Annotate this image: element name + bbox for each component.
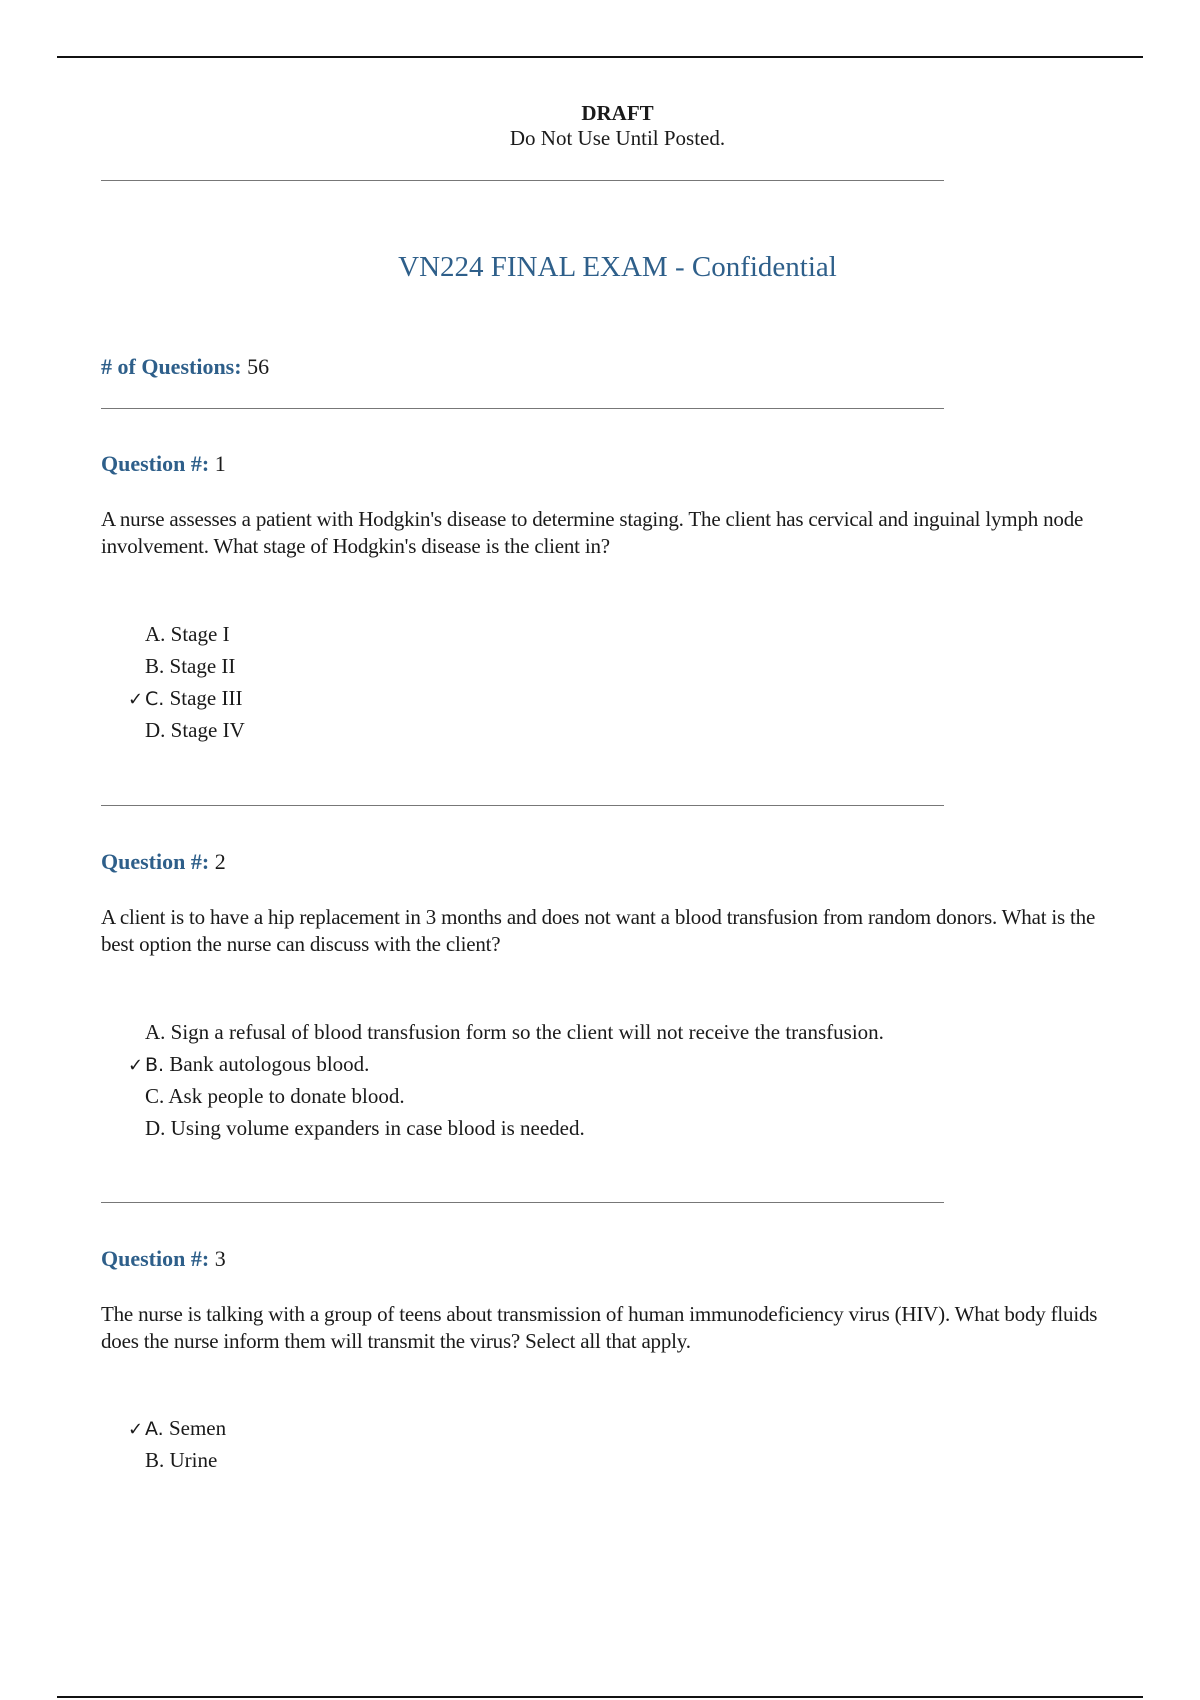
question-heading: [101, 1246, 226, 1272]
answer-option: [128, 1018, 884, 1050]
exam-title: VN224 FINAL EXAM - Confidential: [398, 251, 837, 283]
option-letter: D.: [145, 1116, 166, 1140]
question-text: A client is to have a hip replacement in 3 months and does not want a blood transfusion from random donors. What is the best option the nurse can discuss with the client?: [101, 905, 1096, 956]
option-text: Stage I: [170, 622, 230, 646]
option-letter: B.: [145, 654, 165, 678]
option-letter: B.: [145, 1054, 165, 1076]
option-letter: C.: [145, 688, 165, 710]
answer-option: [128, 1082, 884, 1114]
top-rule: [57, 56, 1143, 58]
answer-option: [128, 716, 245, 748]
option-letter: C.: [145, 1084, 165, 1108]
correct-check-icon: ✓: [128, 689, 144, 710]
question-heading: [101, 451, 226, 477]
option-letter: A.: [145, 622, 166, 646]
draft-heading: DRAFT: [581, 101, 654, 125]
answer-option-correct: [128, 684, 245, 716]
option-letter: A.: [145, 1418, 164, 1440]
question-text: The nurse is talking with a group of teens about transmission of human immunodeficiency virus (HIV). What body fluids does the nurse inform them will transmit the virus? Select all that apply.: [101, 1302, 1098, 1353]
answer-option: [128, 620, 245, 652]
option-text: Stage IV: [170, 718, 245, 742]
question-heading: [101, 849, 226, 875]
draft-subtitle: Do Not Use Until Posted.: [509, 126, 726, 150]
option-letter: A.: [145, 1020, 166, 1044]
question-label: Question #:: [101, 1246, 210, 1271]
option-letter: B.: [145, 1448, 165, 1472]
option-text: Sign a refusal of blood transfusion form so the client will not receive the transfusion.: [170, 1020, 884, 1044]
option-text: Stage II: [169, 654, 236, 678]
question-number: 1: [214, 451, 226, 476]
question-number: 2: [214, 849, 226, 874]
option-letter: D.: [145, 718, 166, 742]
option-text: Semen: [168, 1416, 227, 1440]
question-number: 3: [214, 1246, 226, 1271]
question-count-value: 56: [247, 354, 270, 379]
option-text: Urine: [169, 1448, 218, 1472]
divider: [101, 1202, 944, 1203]
answer-options: [128, 620, 245, 748]
divider: [101, 805, 944, 806]
option-text: Bank autologous blood.: [169, 1052, 370, 1076]
option-text: Stage III: [169, 686, 243, 710]
option-text: Ask people to donate blood.: [168, 1084, 405, 1108]
option-text: Using volume expanders in case blood is needed.: [170, 1116, 585, 1140]
question-count: [101, 354, 269, 380]
answer-option-correct: [128, 1414, 226, 1446]
bottom-rule: [57, 1696, 1143, 1698]
answer-options: [128, 1018, 884, 1146]
correct-check-icon: ✓: [128, 1055, 144, 1076]
question-label: Question #:: [101, 451, 210, 476]
answer-options: [128, 1414, 226, 1478]
answer-option: [128, 652, 245, 684]
correct-check-icon: ✓: [128, 1419, 144, 1440]
answer-option-correct: [128, 1050, 884, 1082]
divider: [101, 180, 944, 181]
question-label: Question #:: [101, 849, 210, 874]
question-text: A nurse assesses a patient with Hodgkin's disease to determine staging. The client has cervical and inguinal lymph node involvement. What stage of Hodgkin's disease is the client in?: [101, 507, 1084, 558]
divider: [101, 408, 944, 409]
answer-option: [128, 1114, 884, 1146]
question-count-label: # of Questions:: [101, 354, 242, 379]
answer-option: [128, 1446, 226, 1478]
